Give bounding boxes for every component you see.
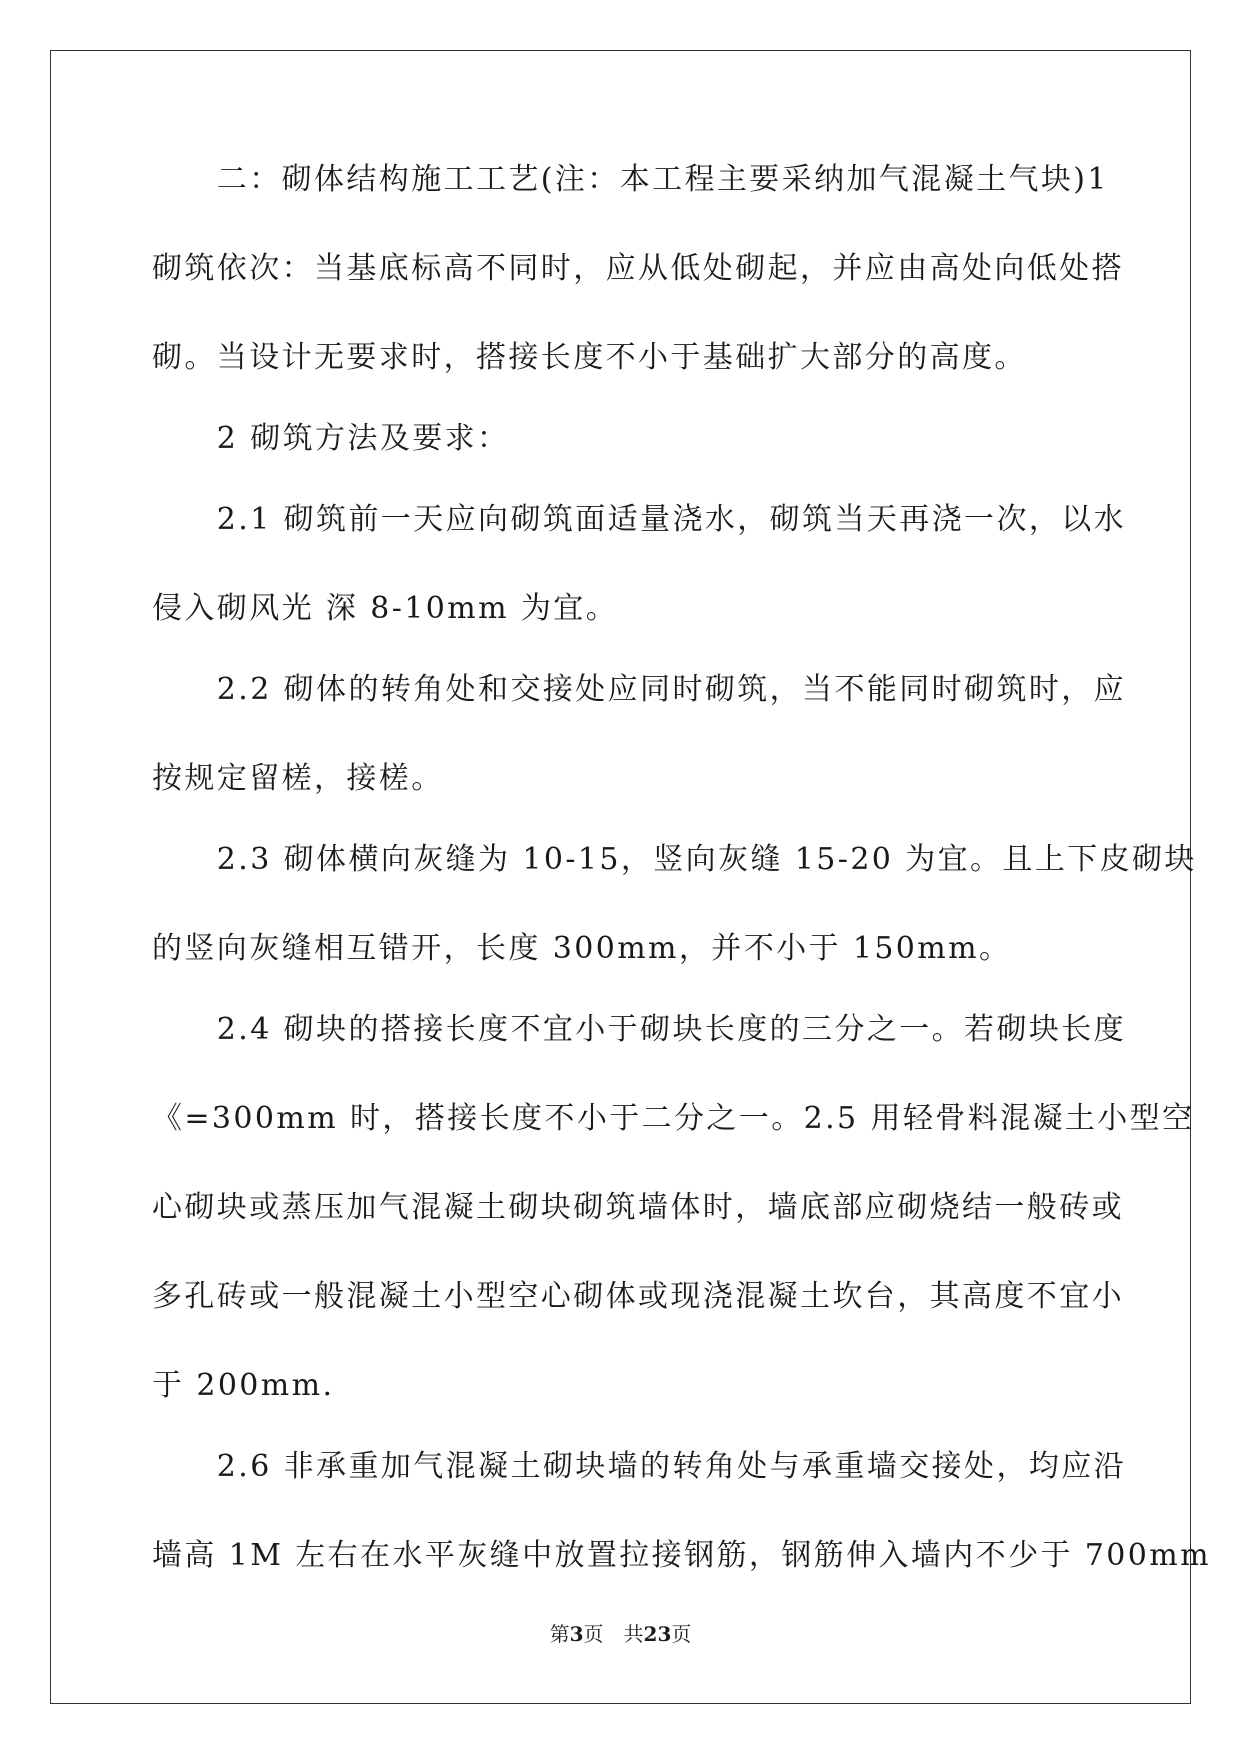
text-line: 心砌块或蒸压加气混凝土砌块砌筑墙体时，墙底部应砌烧结一般砖或: [152, 1190, 1124, 1225]
text-line: 侵入砌风光 深 8-10mm 为宜。: [152, 591, 619, 626]
text-line: 的竖向灰缝相互错开，长度 300mm，并不小于 150mm。: [152, 931, 1012, 966]
footer-suffix: 页: [671, 1622, 692, 1646]
text-line: 2.6 非承重加气混凝土砌块墙的转角处与承重墙交接处，均应沿: [152, 1449, 1127, 1484]
total-page-count: 23: [643, 1622, 672, 1646]
text-line: 多孔砖或一般混凝土小型空心砌体或现浇混凝土坎台，其高度不宜小: [152, 1279, 1124, 1314]
text-line: 2.1 砌筑前一天应向砌筑面适量浇水，砌筑当天再浇一次，以水: [152, 502, 1127, 537]
text-line: 《=300mm 时，搭接长度不小于二分之一。2.5 用轻骨料混凝土小型空: [152, 1101, 1195, 1136]
text-line: 2.4 砌块的搭接长度不宜小于砌块长度的三分之一。若砌块长度: [152, 1012, 1127, 1047]
text-line: 砌筑依次：当基底标高不同时，应从低处砌起，并应由高处向低处搭: [152, 251, 1124, 286]
footer-prefix: 第: [549, 1622, 570, 1646]
text-line: 按规定留槎，接槎。: [152, 761, 444, 796]
page-number-footer: [0, 1622, 1241, 1646]
current-page-number: 3: [569, 1622, 584, 1646]
text-line: 于 200mm.: [152, 1368, 335, 1403]
text-line: 2.3 砌体横向灰缝为 10-15，竖向灰缝 15-20 为宜。且上下皮砌块: [152, 842, 1197, 877]
document-body: [152, 160, 1211, 1576]
text-line: 墙高 1M 左右在水平灰缝中放置拉接钢筋，钢筋伸入墙内不少于 700mm: [152, 1538, 1211, 1573]
text-line: 砌。当设计无要求时，搭接长度不小于基础扩大部分的高度。: [152, 340, 1027, 375]
footer-middle: 页 共: [583, 1622, 644, 1646]
text-line: 2.2 砌体的转角处和交接处应同时砌筑，当不能同时砌筑时，应: [152, 672, 1127, 707]
text-line: 二：砌体结构施工工艺(注：本工程主要采纳加气混凝土气块)1: [152, 162, 1109, 197]
text-line: 2 砌筑方法及要求：: [152, 421, 510, 456]
